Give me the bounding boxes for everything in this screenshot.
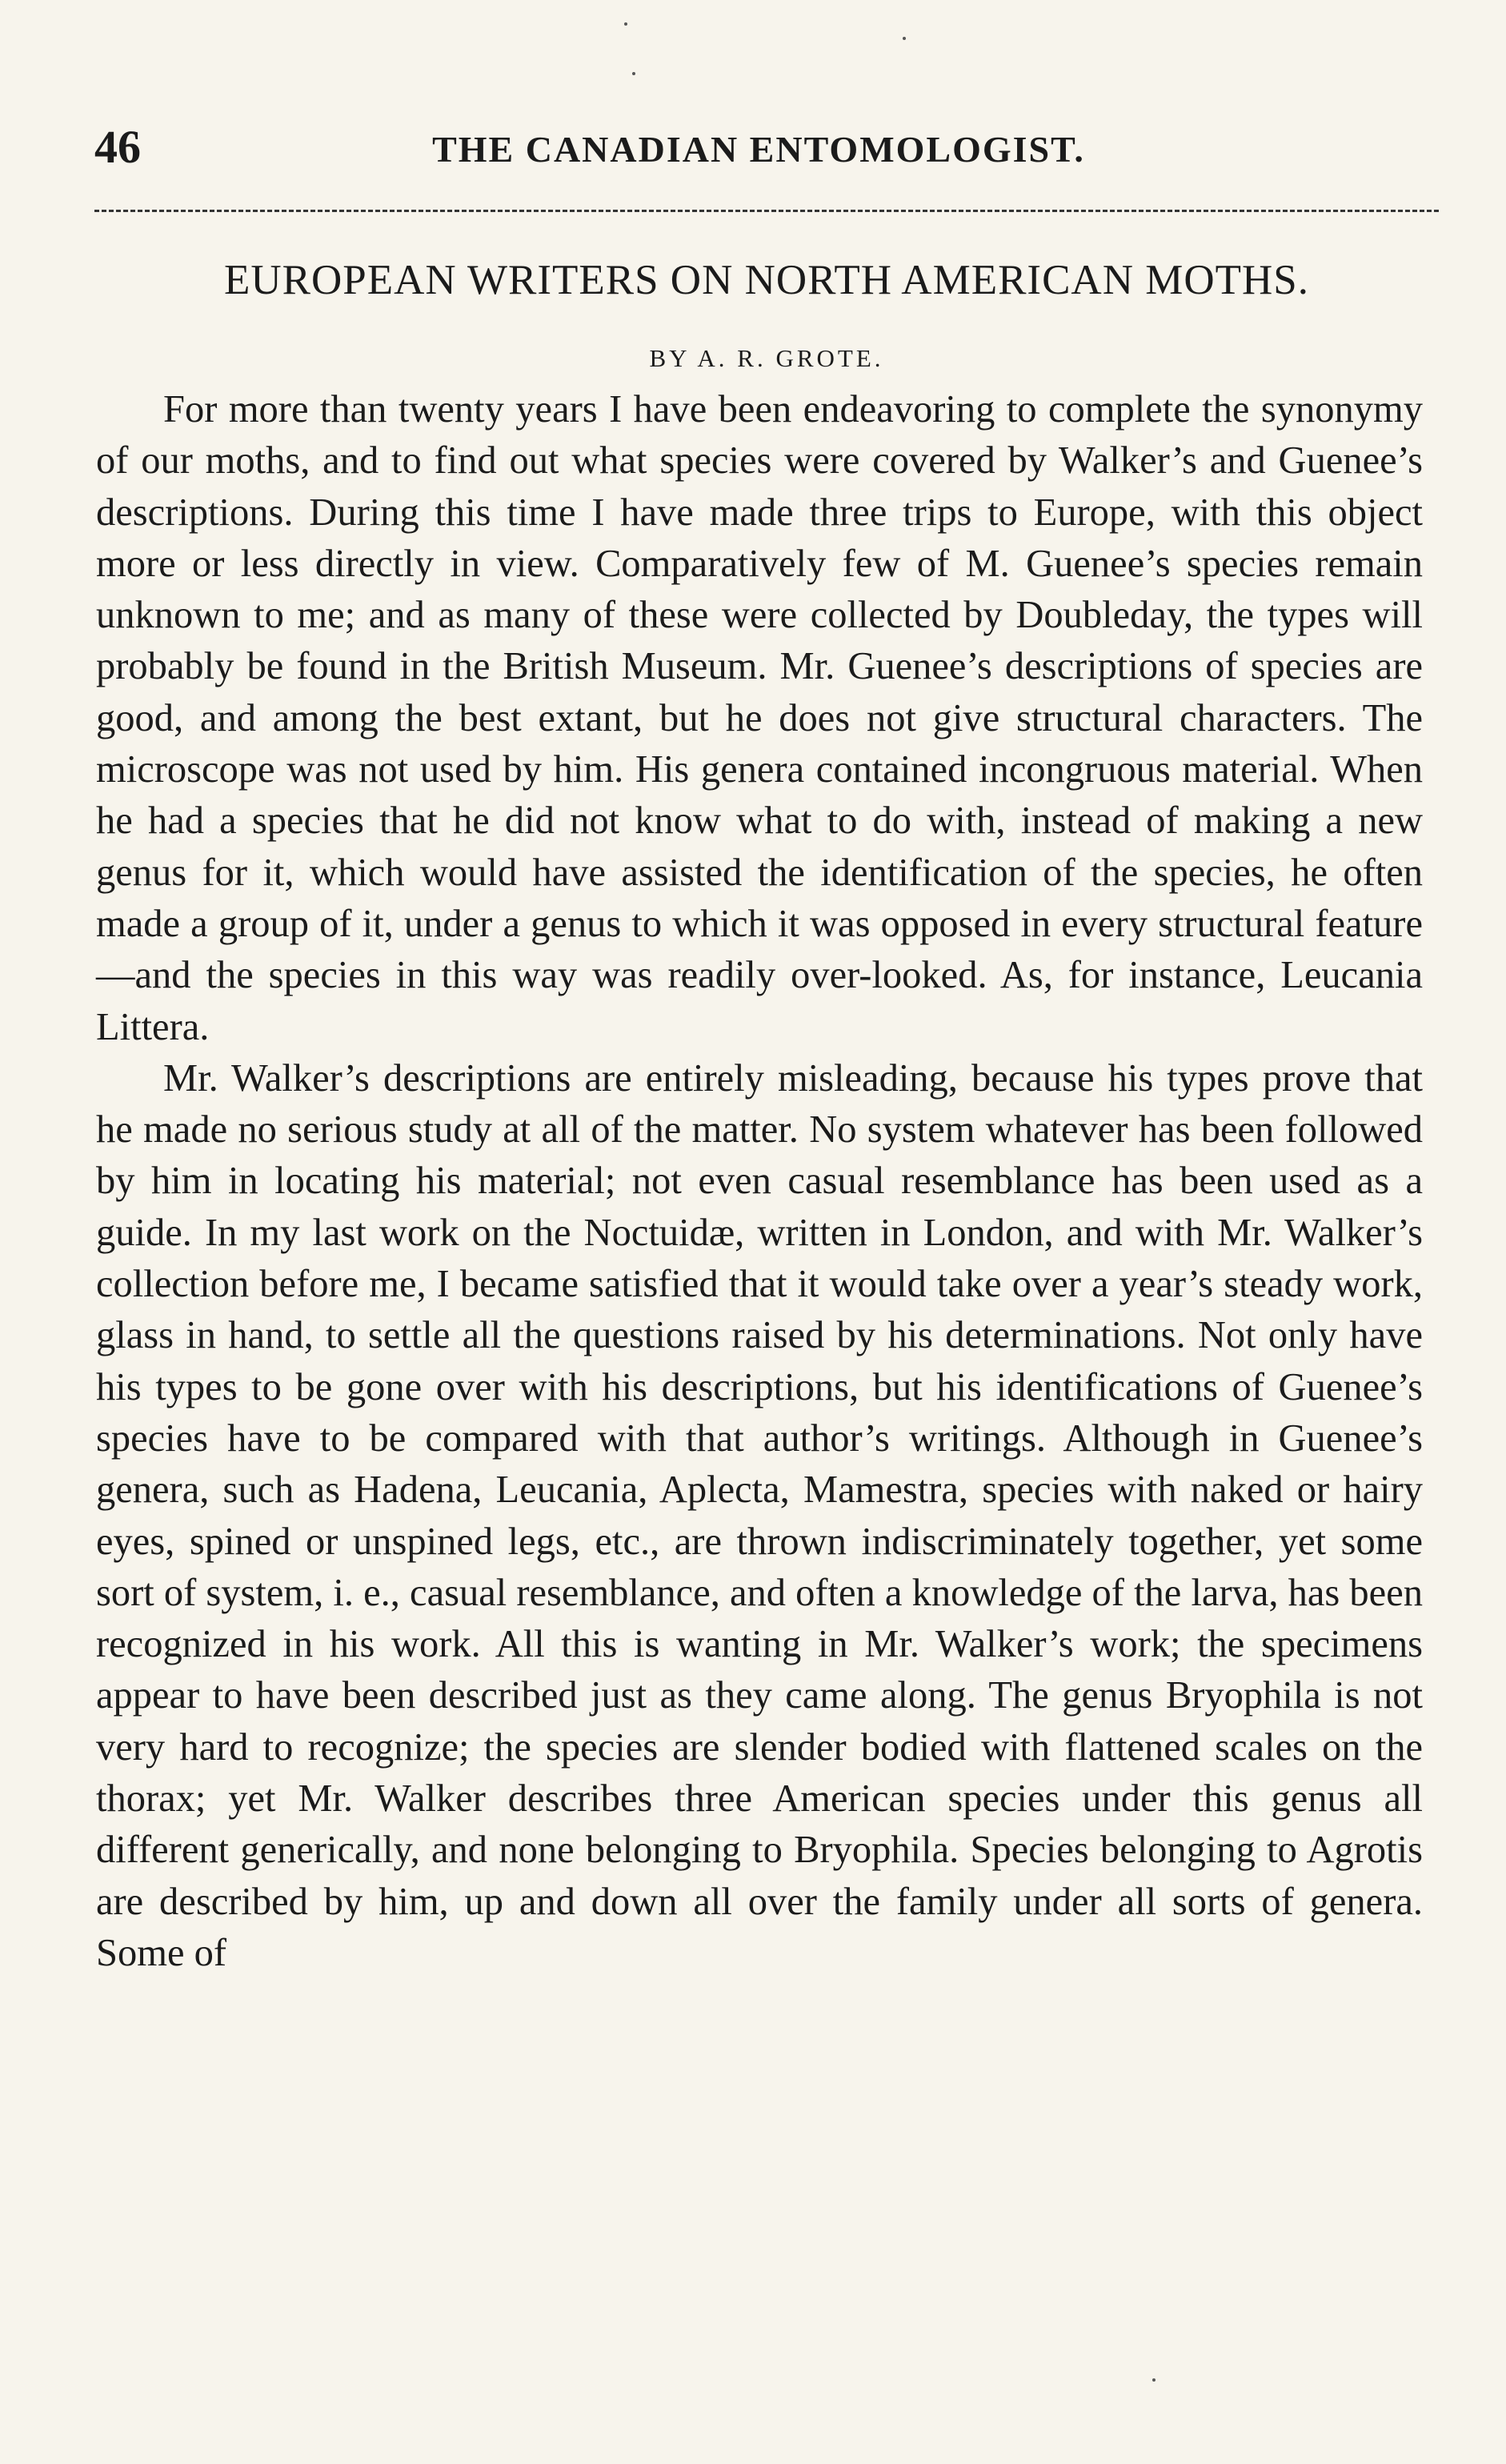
article-title: EUROPEAN WRITERS ON NORTH AMERICAN MOTHS. [223, 257, 1309, 303]
paragraph-2: Mr. Walker’s descriptions are entirely misleading, because his types prove that he made no serious study at all of the matter. No system whatever has been followed by him in locating his material; not even casual resemblance has been used as a guide. In my last work on the Noctuidæ, written in London, and with Mr. Walker’s collection before me, I became satisfied that it would take over a year’s steady work, glass in hand, to settle all the questions raised by his determinations. Not only have his types to be gone over with his descriptions, but his identifications of Guenee’s species have to be compared with that author’s writings. Although in Guenee’s genera, such as Hadena, Leucania, Aplecta, Mamestra, species with naked or hairy eyes, spined or unspined legs, etc., are thrown indiscriminately together, yet some sort of system, i. e., casual resemblance, and often a knowledge of the larva, has been recognized in his work. All this is wanting in Mr. Walker’s work; the specimens appear to have been described just as they came along. The genus Bryophila is not very hard to recognize; the species are slender bodied with flattened scales on the thorax; yet Mr. Walker describes three American species under this genus all different generically, and none belonging to Bryophila. Species belonging to Agrotis are described by him, up and down all over the family under all sorts of genera. Some of [96, 1056, 1423, 1974]
header-rule [94, 210, 1439, 212]
article-body [96, 384, 1423, 1979]
journal-title: THE CANADIAN ENTOMOLOGIST. [432, 129, 1085, 170]
article-byline: BY A. R. GROTE. [649, 344, 884, 372]
page-header [94, 120, 1423, 184]
paragraph-1: For more than twenty years I have been endeavoring to complete the synonymy of our moths, and to find out what species were covered by Walker’s and Guenee’s descriptions. During this time I have made three trips to Europe, with this object more or less directly in view. Comparatively few of M. Guenee’s species remain unknown to me; and as many of these were collected by Doubleday, the types will probably be found in the British Museum. Mr. Guenee’s descriptions of species are good, and among the best extant, but he does not give structural characters. The microscope was not used by him. His genera contained incongruous material. When he had a species that he did not know what to do with, instead of making a new genus for it, which would have assisted the identification of the species, he often made a group of it, under a genus to which it was opposed in every structural feature—and the species in this way was readily over-looked. As, for instance, Leucania Littera. [96, 388, 1423, 1048]
page-number: 46 [94, 121, 141, 173]
